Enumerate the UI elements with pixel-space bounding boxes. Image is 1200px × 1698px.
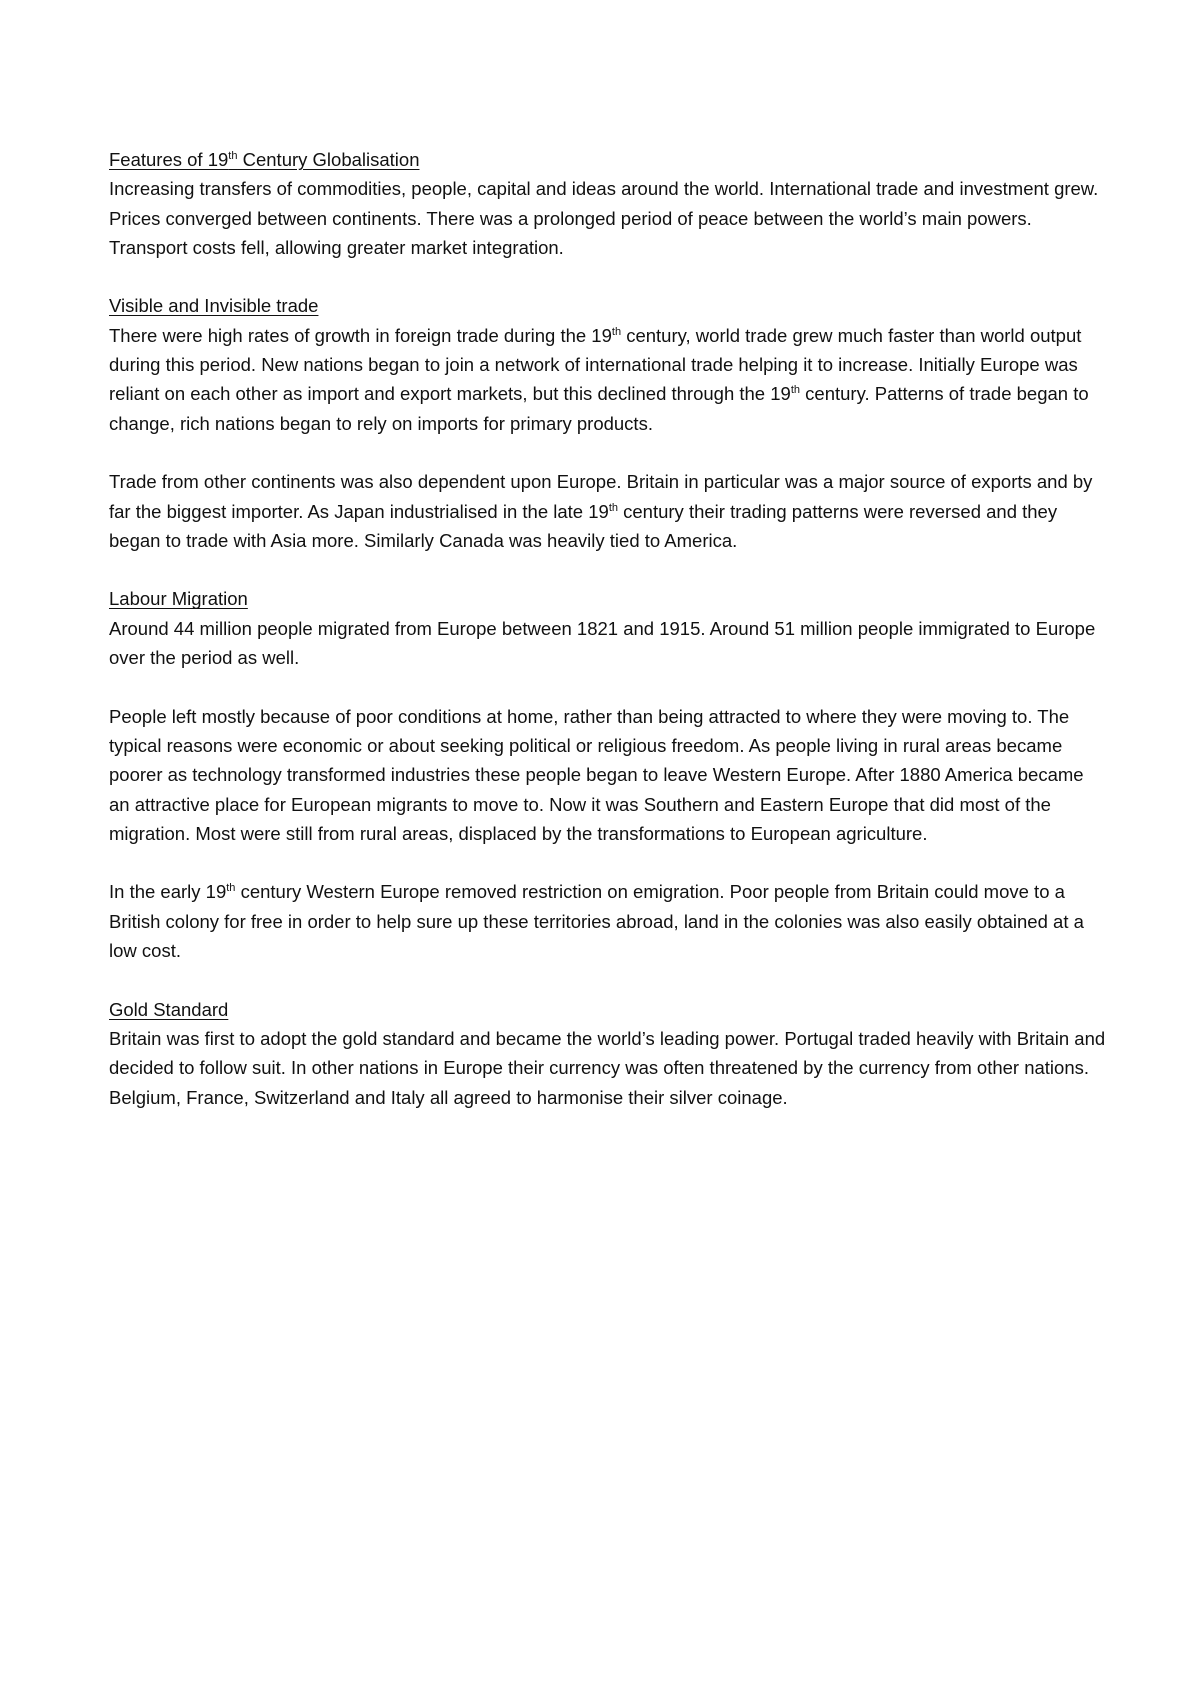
heading-text: Gold Standard	[109, 998, 229, 1020]
paragraph-text: In the early 19	[109, 881, 227, 903]
heading-text: Century Globalisation	[237, 149, 420, 170]
paragraph-text: century Western Europe removed restriction on emigration. Poor people from Britain could move to a British colony for free in order to help sure up these territories abroad, land in the colonies was also easily obtained at a low cost.	[109, 881, 1084, 962]
section	[109, 145, 1109, 262]
paragraph-text: century. Patterns of trade began to change, rich nations began to rely on imports for primary products.	[109, 383, 1089, 434]
section	[109, 584, 1109, 965]
body-paragraph	[109, 1024, 1109, 1112]
heading-superscript: th	[228, 150, 238, 162]
body-paragraph	[109, 174, 1109, 262]
heading-text: Visible and Invisible trade	[109, 295, 319, 317]
ordinal-superscript: th	[226, 882, 236, 895]
paragraph-text: Trade from other continents was also dependent upon Europe. Britain in particular was a major source of exports and by far the biggest importer. As Japan industrialised in the late 19	[109, 471, 1093, 522]
section	[109, 995, 1109, 1112]
document-page	[109, 145, 1109, 1141]
heading-text: Labour Migration	[109, 588, 248, 610]
body-paragraph	[109, 614, 1109, 673]
paragraph-text: century, world trade grew much faster than world output during this period. New nations began to join a network of international trade helping it to increase. Initially Europe was reliant on each other as import and export markets, but this declined through the 19	[109, 324, 1082, 405]
paragraph-text: Britain was first to adopt the gold standard and became the world’s leading power. Portugal traded heavily with Britain and decided to follow suit. In other nations in Europe their currency was often threatened by the currency from other nations. Belgium, France, Switzerland and Italy all agreed to harmonise their silver coinage.	[109, 1027, 1106, 1108]
body-paragraph	[109, 321, 1109, 438]
body-paragraph	[109, 702, 1109, 848]
section-heading	[109, 145, 1109, 174]
paragraph-text: century their trading patterns were reversed and they began to trade with Asia more. Similarly Canada was heavily tied to America.	[109, 500, 1058, 551]
section-heading	[109, 995, 1109, 1024]
ordinal-superscript: th	[611, 325, 622, 338]
body-paragraph	[109, 877, 1109, 965]
ordinal-superscript: th	[790, 384, 801, 397]
ordinal-superscript: th	[608, 501, 618, 514]
body-paragraph	[109, 467, 1109, 555]
heading-text: Features of 19	[109, 149, 229, 170]
section-heading	[109, 584, 1109, 613]
paragraph-text: There were high rates of growth in foreign trade during the 19	[109, 324, 612, 346]
paragraph-text: Around 44 million people migrated from Europe between 1821 and 1915. Around 51 million people immigrated to Europe over the period as well.	[109, 617, 1096, 669]
section-heading	[109, 291, 1109, 320]
section	[109, 291, 1109, 555]
paragraph-text: People left mostly because of poor conditions at home, rather than being attracted to where they were moving to. The typical reasons were economic or about seeking political or religious freedom. As people living in rural areas became poorer as technology transformed industries these people began to leave Western Europe. After 1880 America became an attractive place for European migrants to move to. Now it was Southern and Eastern Europe that did most of the migration. Most were still from rural areas, displaced by the transformations to European agriculture.	[109, 705, 1084, 844]
paragraph-text: Increasing transfers of commodities, people, capital and ideas around the world. International trade and investment grew. Prices converged between continents. There was a prolonged period of peace between the world’s main powers. Transport costs fell, allowing greater market integration.	[109, 178, 1099, 258]
